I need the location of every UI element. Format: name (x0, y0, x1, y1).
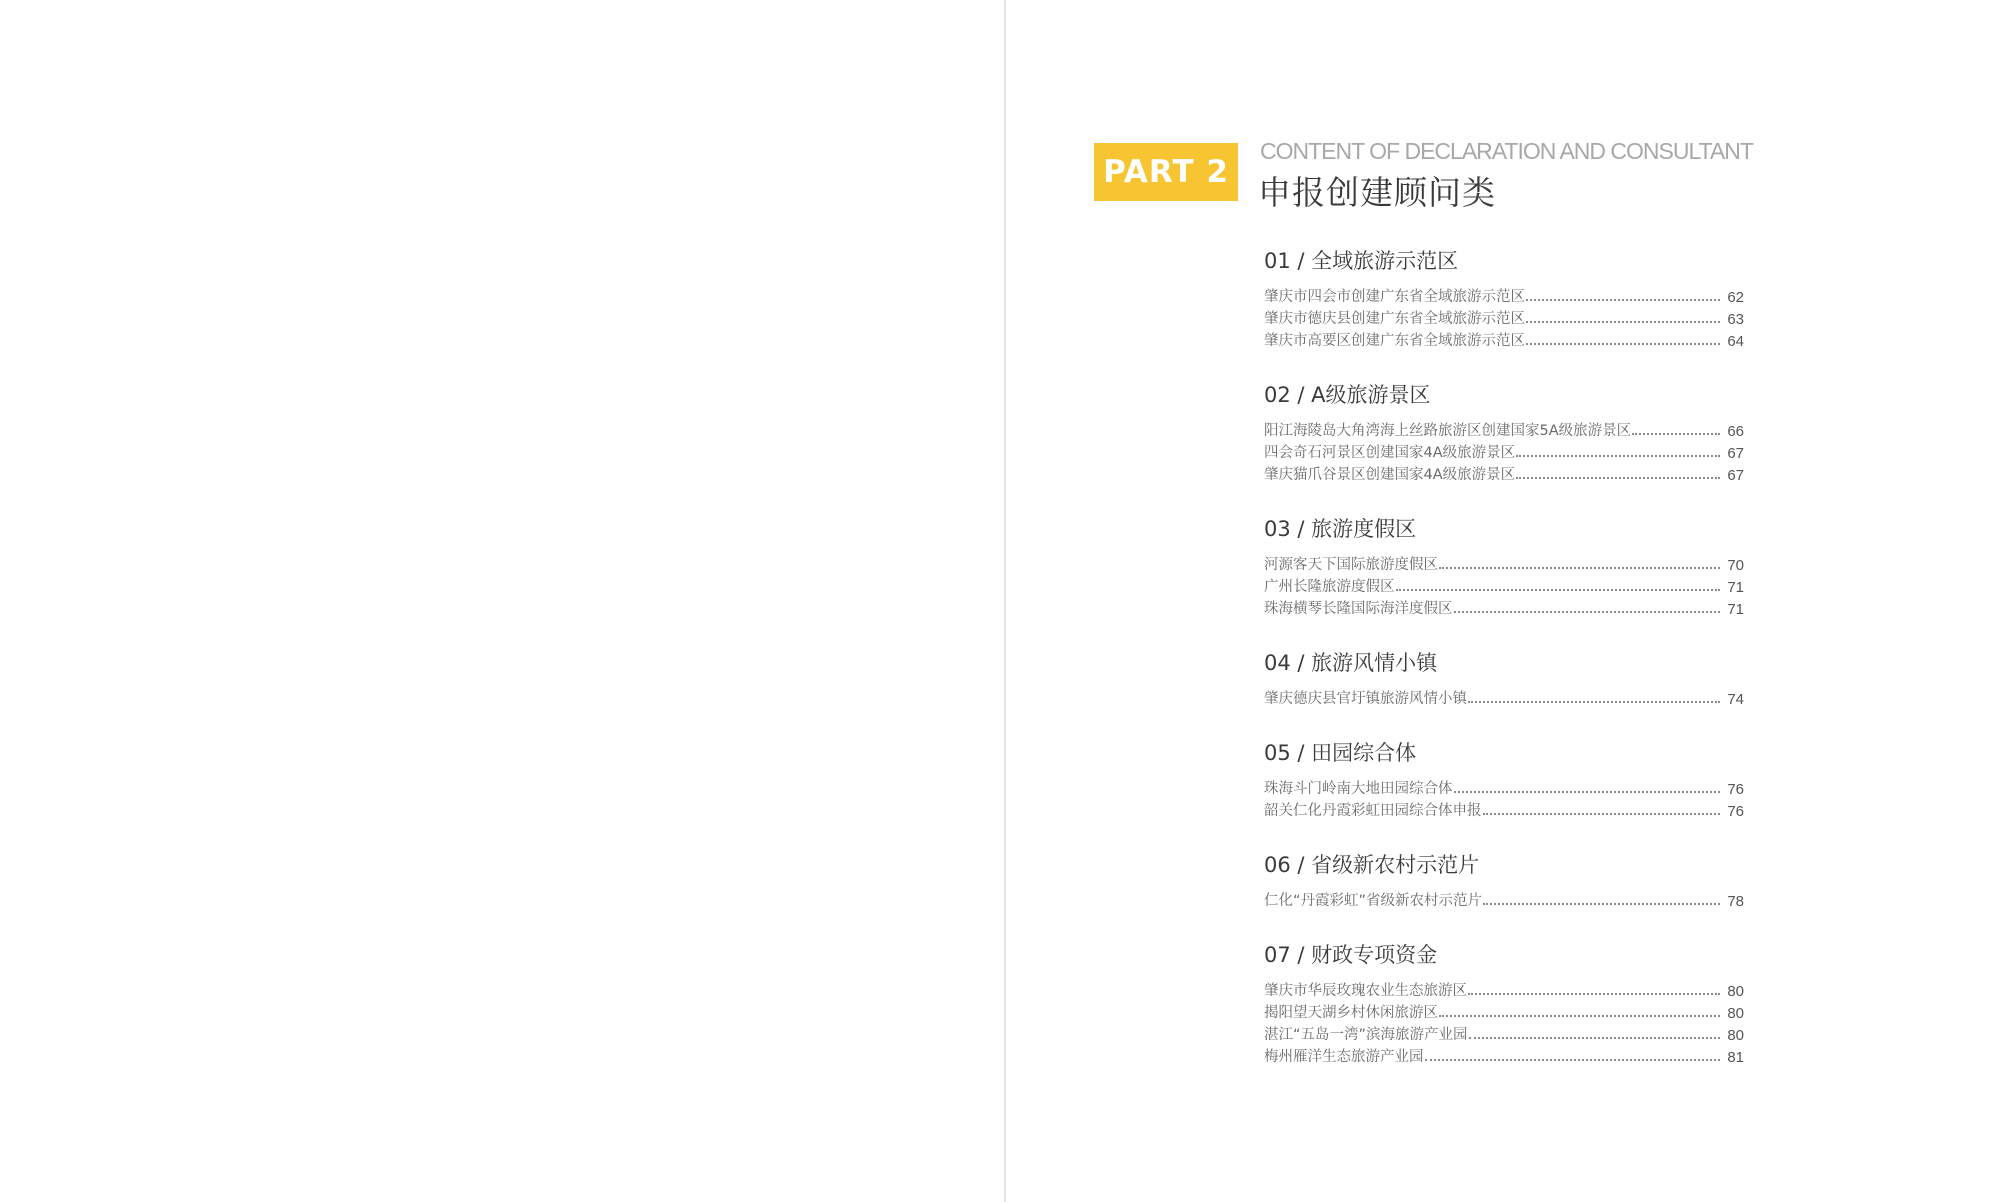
toc-entry[interactable] (1264, 798, 1744, 820)
toc-entry-label: 珠海斗门岭南大地田园综合体 (1264, 781, 1453, 797)
dot-leader (1396, 589, 1721, 591)
toc-entry[interactable] (1264, 574, 1744, 596)
toc-entry-page-number: 71 (1727, 579, 1744, 596)
toc-entry-label: 珠海横琴长隆国际海洋度假区 (1264, 601, 1453, 617)
toc-entry-label: 肇庆市高要区创建广东省全域旅游示范区 (1264, 333, 1525, 349)
toc-entry[interactable] (1264, 888, 1744, 910)
toc-entry-label: 肇庆猫爪谷景区创建国家4A级旅游景区 (1264, 467, 1516, 483)
toc-entry-page-number: 81 (1727, 1049, 1744, 1066)
toc-section (1264, 244, 1744, 350)
subtitle-english: CONTENT OF DECLARATION AND CONSULTANT (1260, 138, 1753, 164)
toc-entry[interactable] (1264, 418, 1744, 440)
toc-entry[interactable] (1264, 284, 1744, 306)
dot-leader (1483, 813, 1721, 815)
dot-leader (1425, 1059, 1721, 1061)
section-heading: 02 / A级旅游景区 (1264, 383, 1431, 407)
toc-section (1264, 938, 1744, 1066)
toc-entry[interactable] (1264, 1044, 1744, 1066)
toc-entry-page-number: 67 (1727, 445, 1744, 462)
dot-leader (1454, 611, 1721, 613)
toc-entry-label: 河源客天下国际旅游度假区 (1264, 557, 1438, 573)
toc-entry-page-number: 66 (1727, 423, 1744, 440)
dot-leader (1469, 1037, 1720, 1039)
toc-entry-page-number: 64 (1727, 333, 1744, 350)
dot-leader (1526, 343, 1720, 345)
toc-entry-page-number: 78 (1727, 893, 1744, 910)
dot-leader (1468, 701, 1720, 703)
toc-section (1264, 848, 1744, 910)
dot-leader (1516, 477, 1720, 479)
toc-entry[interactable] (1264, 596, 1744, 618)
dot-leader (1468, 993, 1720, 995)
section-heading: 06 / 省级新农村示范片 (1264, 853, 1480, 877)
toc-section (1264, 736, 1744, 820)
toc-entry[interactable] (1264, 552, 1744, 574)
toc-section (1264, 646, 1744, 708)
dot-leader (1439, 1015, 1720, 1017)
part-badge-label: PART 2 (1103, 154, 1229, 190)
toc-entry[interactable] (1264, 776, 1744, 798)
dot-leader (1632, 433, 1720, 435)
toc-entry-page-number: 63 (1727, 311, 1744, 328)
toc-entry[interactable] (1264, 328, 1744, 350)
toc-entry-label: 梅州雁洋生态旅游产业园 (1264, 1049, 1424, 1065)
toc-entry[interactable] (1264, 978, 1744, 1000)
toc-section (1264, 378, 1744, 484)
section-heading: 01 / 全域旅游示范区 (1264, 249, 1459, 273)
toc-entry-page-number: 62 (1727, 289, 1744, 306)
toc-entry-page-number: 71 (1727, 601, 1744, 618)
toc-entry-label: 肇庆市华辰玫瑰农业生态旅游区 (1264, 983, 1467, 999)
toc-entry-label: 阳江海陵岛大角湾海上丝路旅游区创建国家5A级旅游景区 (1264, 423, 1632, 439)
toc-entry-label: 揭阳望天湖乡村休闲旅游区 (1264, 1005, 1438, 1021)
section-heading: 03 / 旅游度假区 (1264, 517, 1417, 541)
dot-leader (1454, 791, 1721, 793)
dot-leader (1439, 567, 1720, 569)
toc-entry[interactable] (1264, 306, 1744, 328)
toc-entry-page-number: 76 (1727, 803, 1744, 820)
toc-entry-label: 四会奇石河景区创建国家4A级旅游景区 (1264, 445, 1516, 461)
toc-entry-label: 肇庆市四会市创建广东省全域旅游示范区 (1264, 289, 1525, 305)
section-heading: 04 / 旅游风情小镇 (1264, 651, 1438, 675)
toc-entry-page-number: 76 (1727, 781, 1744, 798)
dot-leader (1526, 321, 1720, 323)
toc-entry-page-number: 70 (1727, 557, 1744, 574)
toc-entry-page-number: 80 (1727, 983, 1744, 1000)
toc-entry[interactable] (1264, 462, 1744, 484)
table-of-contents (1264, 244, 1744, 1094)
section-heading: 05 / 田园综合体 (1264, 741, 1417, 765)
toc-entry-label: 广州长隆旅游度假区 (1264, 579, 1395, 595)
toc-entry-page-number: 74 (1727, 691, 1744, 708)
toc-entry-label: 肇庆市德庆县创建广东省全域旅游示范区 (1264, 311, 1525, 327)
part-badge (1094, 143, 1238, 201)
toc-entry-page-number: 67 (1727, 467, 1744, 484)
toc-entry-label: 仁化“丹霞彩虹”省级新农村示范片 (1264, 893, 1483, 909)
page-spine-divider (1004, 0, 1006, 1202)
section-heading: 07 / 财政专项资金 (1264, 943, 1438, 967)
dot-leader (1526, 299, 1720, 301)
dot-leader (1516, 455, 1720, 457)
toc-entry[interactable] (1264, 440, 1744, 462)
toc-entry-label: 韶关仁化丹霞彩虹田园综合体申报 (1264, 803, 1482, 819)
page-title: 申报创建顾问类 (1258, 173, 1496, 212)
toc-entry[interactable] (1264, 686, 1744, 708)
toc-entry-page-number: 80 (1727, 1027, 1744, 1044)
toc-entry-label: 肇庆德庆县官圩镇旅游风情小镇 (1264, 691, 1467, 707)
toc-entry-label: 湛江“五岛一湾”滨海旅游产业园 (1264, 1027, 1468, 1043)
toc-entry[interactable] (1264, 1000, 1744, 1022)
toc-section (1264, 512, 1744, 618)
toc-entry[interactable] (1264, 1022, 1744, 1044)
dot-leader (1483, 903, 1720, 905)
toc-entry-page-number: 80 (1727, 1005, 1744, 1022)
